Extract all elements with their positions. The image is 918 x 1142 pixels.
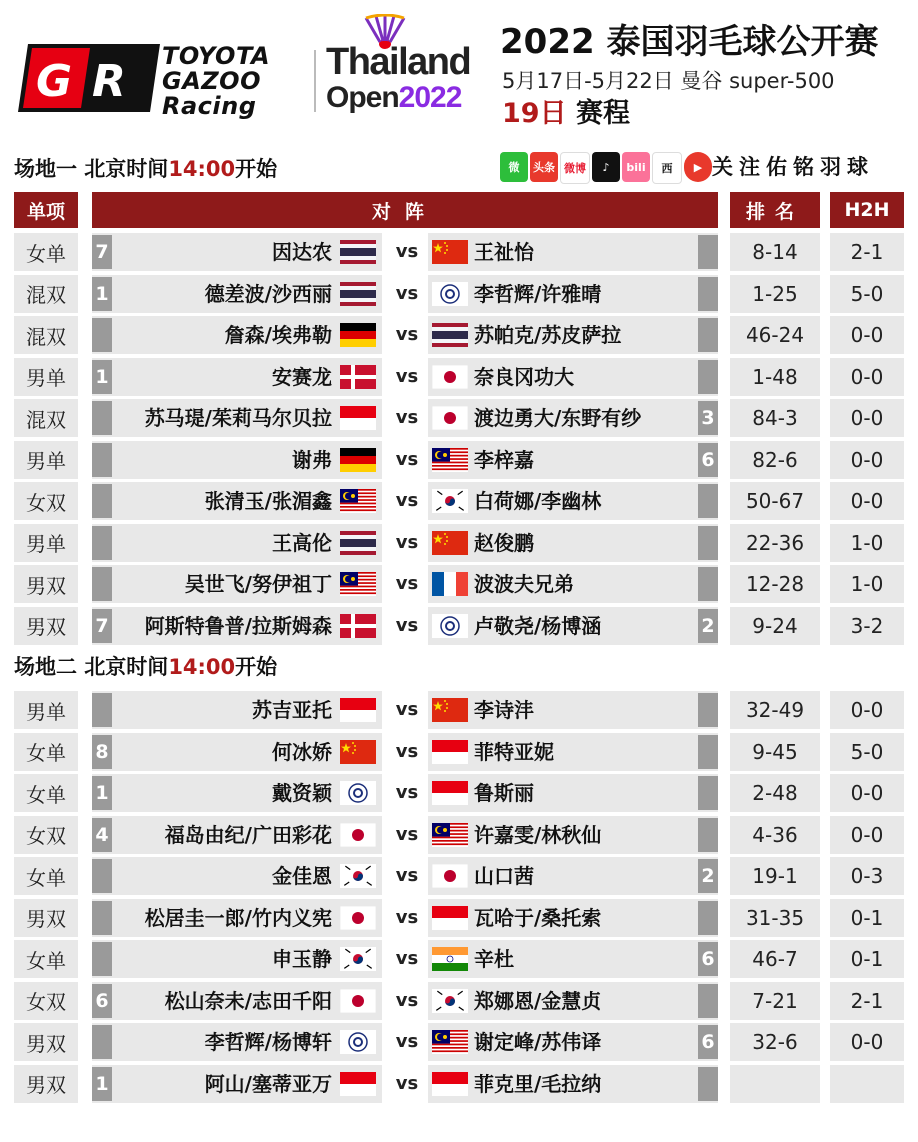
left-player-name: 王高伦 bbox=[272, 530, 332, 555]
right-player-name: 渡边勇大/东野有纱 bbox=[474, 406, 642, 430]
id-flag-icon bbox=[432, 781, 468, 805]
kr-flag-icon bbox=[340, 947, 376, 971]
h2h-cell: 0-0 bbox=[830, 691, 904, 729]
event-type: 女单 bbox=[14, 857, 78, 895]
right-player-cell bbox=[428, 982, 718, 1020]
ranking-cell: 9-45 bbox=[730, 733, 820, 771]
h2h-cell: 2-1 bbox=[830, 233, 904, 271]
right-player-name: 许嘉雯/林秋仙 bbox=[474, 822, 602, 847]
left-player-name: 因达农 bbox=[272, 240, 332, 264]
right-seed-badge: 6 bbox=[698, 443, 718, 477]
match-row bbox=[0, 691, 918, 731]
right-seed-bar bbox=[698, 818, 718, 852]
left-player-name: 苏马瑅/茱莉马尔贝拉 bbox=[144, 406, 332, 430]
right-player-cell bbox=[428, 857, 718, 895]
left-player-cell bbox=[92, 899, 382, 937]
right-seed-bar bbox=[698, 567, 718, 601]
event-type: 混双 bbox=[14, 316, 78, 354]
vs-label: vs bbox=[395, 699, 419, 720]
vs-label: vs bbox=[395, 407, 419, 428]
h2h-cell bbox=[830, 1065, 904, 1103]
match-row bbox=[0, 816, 918, 856]
left-seed-badge: 6 bbox=[92, 984, 112, 1018]
vs-label: vs bbox=[395, 740, 419, 762]
match-row bbox=[0, 857, 918, 897]
left-seed-bar bbox=[92, 901, 112, 935]
day-title bbox=[502, 96, 630, 132]
match-row bbox=[0, 774, 918, 814]
h2h-cell: 0-0 bbox=[830, 316, 904, 354]
right-player-name: 王祉怡 bbox=[474, 240, 534, 264]
tpe-flag-icon bbox=[432, 282, 468, 306]
left-player-name: 张清玉/张湄鑫 bbox=[204, 489, 332, 513]
right-player-name: 瓦哈于/桑托索 bbox=[474, 905, 602, 930]
page-title: 2022 泰国羽毛球公开赛 bbox=[500, 22, 879, 62]
left-player-name: 何冰娇 bbox=[272, 739, 332, 764]
vs-label: vs bbox=[395, 365, 419, 387]
h2h-cell: 0-1 bbox=[830, 899, 904, 937]
event-type: 女单 bbox=[14, 940, 78, 978]
right-player-name: 苏帕克/苏皮萨拉 bbox=[474, 323, 622, 347]
weibo-icon: 微博 bbox=[560, 152, 590, 184]
right-seed-bar bbox=[698, 526, 718, 560]
venue-1-suffix: 开始 bbox=[235, 157, 278, 181]
ranking-cell: 82-6 bbox=[730, 441, 820, 479]
douyin-icon: ♪ bbox=[592, 152, 620, 182]
jp-flag-icon bbox=[340, 823, 376, 847]
brand-line-3: Racing bbox=[162, 92, 257, 120]
id-flag-icon bbox=[340, 698, 376, 722]
venue-2-suffix: 开始 bbox=[235, 655, 278, 679]
right-player-name: 白荷娜/李幽林 bbox=[474, 489, 602, 513]
right-seed-bar bbox=[698, 735, 718, 769]
ranking-cell: 32-6 bbox=[730, 1023, 820, 1061]
left-player-name: 德差波/沙西丽 bbox=[204, 281, 332, 306]
vs-label: vs bbox=[395, 282, 419, 304]
poster-header bbox=[0, 0, 918, 150]
right-seed-badge: 6 bbox=[698, 942, 718, 976]
jp-flag-icon bbox=[432, 365, 468, 389]
toyota-gazoo-racing-logo bbox=[162, 44, 270, 119]
id-flag-icon bbox=[432, 740, 468, 764]
bilibili-icon: bili bbox=[622, 152, 650, 182]
tpe-flag-icon bbox=[340, 1030, 376, 1054]
event-type: 女单 bbox=[14, 774, 78, 812]
right-seed-bar bbox=[698, 693, 718, 727]
vs-label: vs bbox=[395, 865, 419, 886]
page-subtitle: 5月17日-5月22日 曼谷 super-500 bbox=[502, 69, 835, 93]
open-logo-text bbox=[326, 82, 461, 114]
right-seed-badge: 6 bbox=[698, 1025, 718, 1059]
event-type: 女单 bbox=[14, 233, 78, 271]
match-row bbox=[0, 441, 918, 481]
open-word: Open bbox=[326, 81, 399, 114]
cn-flag-icon bbox=[432, 531, 468, 555]
th-flag-icon bbox=[340, 282, 376, 306]
ranking-cell: 9-24 bbox=[730, 607, 820, 645]
vs-label: vs bbox=[395, 906, 419, 928]
jp-flag-icon bbox=[340, 906, 376, 930]
ranking-cell: 19-1 bbox=[730, 857, 820, 895]
right-player-cell bbox=[428, 399, 718, 437]
left-player-cell bbox=[92, 857, 382, 895]
right-seed-bar bbox=[698, 901, 718, 935]
left-player-cell bbox=[92, 358, 382, 396]
id-flag-icon bbox=[340, 406, 376, 430]
vs-label: vs bbox=[395, 1031, 419, 1052]
in-flag-icon bbox=[432, 947, 468, 971]
left-player-cell bbox=[92, 982, 382, 1020]
logo-divider bbox=[314, 50, 316, 112]
match-row bbox=[0, 275, 918, 315]
h2h-cell: 0-0 bbox=[830, 816, 904, 854]
open-year: 2022 bbox=[398, 81, 462, 114]
svg-text:R: R bbox=[92, 56, 126, 107]
left-player-cell bbox=[92, 607, 382, 645]
left-player-cell bbox=[92, 316, 382, 354]
left-player-cell bbox=[92, 565, 382, 603]
left-player-cell bbox=[92, 275, 382, 313]
event-type: 男双 bbox=[14, 565, 78, 603]
th-flag-icon bbox=[432, 323, 468, 347]
right-seed-badge: 3 bbox=[698, 401, 718, 435]
ranking-cell: 50-67 bbox=[730, 482, 820, 520]
tpe-flag-icon bbox=[340, 781, 376, 805]
h2h-cell: 2-1 bbox=[830, 982, 904, 1020]
left-seed-badge: 1 bbox=[92, 277, 112, 311]
vs-label: vs bbox=[395, 324, 419, 345]
cn-flag-icon bbox=[432, 698, 468, 722]
id-flag-icon bbox=[340, 1072, 376, 1096]
social-icons bbox=[500, 152, 712, 184]
tpe-flag-icon bbox=[432, 614, 468, 638]
dk-flag-icon bbox=[340, 365, 376, 389]
right-player-name: 山口茜 bbox=[474, 864, 534, 888]
left-player-cell bbox=[92, 399, 382, 437]
ranking-cell: 7-21 bbox=[730, 982, 820, 1020]
match-row bbox=[0, 399, 918, 439]
ranking-cell: 8-14 bbox=[730, 233, 820, 271]
right-seed-bar bbox=[698, 235, 718, 269]
kr-flag-icon bbox=[340, 864, 376, 888]
left-player-name: 吴世飞/努伊祖丁 bbox=[184, 572, 332, 596]
event-type: 男单 bbox=[14, 441, 78, 479]
right-player-cell bbox=[428, 233, 718, 271]
event-type: 女双 bbox=[14, 982, 78, 1020]
ranking-cell: 1-48 bbox=[730, 358, 820, 396]
h2h-cell: 0-0 bbox=[830, 399, 904, 437]
h2h-cell: 1-0 bbox=[830, 524, 904, 562]
left-seed-badge: 1 bbox=[92, 776, 112, 810]
right-player-name: 鲁斯丽 bbox=[474, 781, 534, 805]
ranking-cell: 31-35 bbox=[730, 899, 820, 937]
left-player-name: 李哲辉/杨博轩 bbox=[204, 1030, 332, 1054]
left-seed-badge: 7 bbox=[92, 609, 112, 643]
h2h-cell: 0-0 bbox=[830, 441, 904, 479]
h2h-cell: 5-0 bbox=[830, 733, 904, 771]
my-flag-icon bbox=[432, 823, 468, 847]
column-header-h2h: H2H bbox=[830, 192, 904, 228]
left-seed-bar bbox=[92, 859, 112, 893]
ranking-cell: 12-28 bbox=[730, 565, 820, 603]
column-header-rank: 排名 bbox=[730, 192, 820, 228]
venue-2-time: 14:00 bbox=[168, 655, 236, 679]
cn-flag-icon bbox=[340, 740, 376, 764]
left-player-name: 安赛龙 bbox=[272, 364, 332, 389]
vs-label: vs bbox=[395, 823, 419, 845]
column-header-match: 对阵 bbox=[92, 192, 718, 228]
de-flag-icon bbox=[340, 448, 376, 472]
left-seed-bar bbox=[92, 401, 112, 435]
toutiao-icon: 头条 bbox=[530, 152, 558, 182]
right-player-name: 菲克里/毛拉纳 bbox=[474, 1071, 602, 1096]
jp-flag-icon bbox=[340, 989, 376, 1013]
match-row bbox=[0, 940, 918, 980]
ranking-cell: 32-49 bbox=[730, 691, 820, 729]
left-player-cell bbox=[92, 441, 382, 479]
ranking-cell: 1-25 bbox=[730, 275, 820, 313]
left-player-cell bbox=[92, 940, 382, 978]
ranking-cell: 2-48 bbox=[730, 774, 820, 812]
right-seed-bar bbox=[698, 984, 718, 1018]
id-flag-icon bbox=[432, 1072, 468, 1096]
left-player-cell bbox=[92, 482, 382, 520]
right-player-name: 李哲辉/许雅晴 bbox=[474, 281, 602, 306]
vs-label: vs bbox=[395, 490, 419, 511]
event-type: 男单 bbox=[14, 691, 78, 729]
ranking-cell: 4-36 bbox=[730, 816, 820, 854]
right-seed-bar bbox=[698, 484, 718, 518]
my-flag-icon bbox=[432, 448, 468, 472]
right-player-cell bbox=[428, 316, 718, 354]
right-player-name: 李梓嘉 bbox=[474, 447, 534, 472]
event-type: 男双 bbox=[14, 1023, 78, 1061]
right-player-cell bbox=[428, 358, 718, 396]
left-seed-badge: 7 bbox=[92, 235, 112, 269]
left-seed-bar bbox=[92, 1025, 112, 1059]
right-player-name: 郑娜恩/金慧贞 bbox=[474, 988, 602, 1013]
right-player-name: 卢敬尧/杨博涵 bbox=[474, 613, 602, 638]
right-seed-bar bbox=[698, 318, 718, 352]
left-player-cell bbox=[92, 774, 382, 812]
right-seed-bar bbox=[698, 360, 718, 394]
left-seed-badge: 4 bbox=[92, 818, 112, 852]
left-seed-bar bbox=[92, 567, 112, 601]
vs-label: vs bbox=[395, 614, 419, 636]
day-suffix: 赛程 bbox=[575, 98, 630, 129]
right-player-cell bbox=[428, 482, 718, 520]
my-flag-icon bbox=[340, 489, 376, 513]
left-player-cell bbox=[92, 691, 382, 729]
event-type: 女单 bbox=[14, 733, 78, 771]
match-row bbox=[0, 482, 918, 522]
left-seed-badge: 1 bbox=[92, 1067, 112, 1101]
event-type: 男双 bbox=[14, 607, 78, 645]
th-flag-icon bbox=[340, 531, 376, 555]
vs-label: vs bbox=[395, 1072, 419, 1094]
brand-line-2: GAZOO bbox=[162, 67, 261, 95]
ranking-cell: 46-7 bbox=[730, 940, 820, 978]
kr-flag-icon bbox=[432, 489, 468, 513]
left-player-cell bbox=[92, 524, 382, 562]
right-player-cell bbox=[428, 1065, 718, 1103]
right-player-name: 李诗沣 bbox=[474, 698, 534, 722]
left-player-cell bbox=[92, 1023, 382, 1061]
ranking-cell: 22-36 bbox=[730, 524, 820, 562]
left-seed-bar bbox=[92, 526, 112, 560]
right-player-name: 谢定峰/苏伟译 bbox=[474, 1030, 602, 1054]
match-row bbox=[0, 733, 918, 773]
right-player-cell bbox=[428, 733, 718, 771]
left-player-name: 谢弗 bbox=[292, 447, 332, 472]
vs-label: vs bbox=[395, 448, 419, 470]
kr-flag-icon bbox=[432, 989, 468, 1013]
h2h-cell: 0-0 bbox=[830, 482, 904, 520]
right-player-cell bbox=[428, 524, 718, 562]
right-player-cell bbox=[428, 816, 718, 854]
cn-flag-icon bbox=[432, 240, 468, 264]
youtube-icon: ▶ bbox=[684, 152, 712, 182]
left-player-name: 福岛由纪/广田彩花 bbox=[164, 822, 332, 847]
right-player-name: 菲特亚妮 bbox=[474, 739, 554, 764]
right-seed-bar bbox=[698, 1067, 718, 1101]
right-seed-badge: 2 bbox=[698, 859, 718, 893]
jp-flag-icon bbox=[432, 406, 468, 430]
right-player-cell bbox=[428, 275, 718, 313]
th-flag-icon bbox=[340, 240, 376, 264]
left-player-name: 松山奈未/志田千阳 bbox=[164, 988, 332, 1013]
right-player-cell bbox=[428, 691, 718, 729]
vs-label: vs bbox=[395, 531, 419, 553]
ranking-cell: 84-3 bbox=[730, 399, 820, 437]
left-player-name: 戴资颖 bbox=[272, 781, 332, 805]
venue-1-time: 14:00 bbox=[168, 157, 236, 181]
xigua-icon: 西 bbox=[652, 152, 682, 184]
my-flag-icon bbox=[432, 1030, 468, 1054]
left-seed-badge: 8 bbox=[92, 735, 112, 769]
left-seed-bar bbox=[92, 318, 112, 352]
jp-flag-icon bbox=[432, 864, 468, 888]
right-seed-badge: 2 bbox=[698, 609, 718, 643]
right-player-cell bbox=[428, 441, 718, 479]
venue-1-heading bbox=[14, 154, 277, 184]
right-player-cell bbox=[428, 774, 718, 812]
match-row bbox=[0, 233, 918, 273]
venue-2-heading bbox=[14, 652, 277, 682]
event-type: 混双 bbox=[14, 399, 78, 437]
brand-line-1: TOYOTA bbox=[162, 42, 271, 70]
match-row bbox=[0, 358, 918, 398]
de-flag-icon bbox=[340, 323, 376, 347]
right-player-cell bbox=[428, 899, 718, 937]
right-player-name: 辛杜 bbox=[474, 947, 514, 971]
right-player-name: 奈良冈功大 bbox=[474, 364, 574, 389]
day-label: 19日 bbox=[502, 98, 567, 129]
left-seed-bar bbox=[92, 942, 112, 976]
right-player-cell bbox=[428, 565, 718, 603]
right-seed-bar bbox=[698, 776, 718, 810]
left-player-name: 苏吉亚托 bbox=[252, 698, 332, 722]
left-player-cell bbox=[92, 1065, 382, 1103]
event-type: 女双 bbox=[14, 482, 78, 520]
match-row bbox=[0, 565, 918, 605]
h2h-cell: 0-0 bbox=[830, 358, 904, 396]
my-flag-icon bbox=[340, 572, 376, 596]
right-player-cell bbox=[428, 607, 718, 645]
svg-text:G: G bbox=[36, 56, 73, 107]
vs-label: vs bbox=[395, 948, 419, 969]
vs-label: vs bbox=[395, 989, 419, 1011]
event-type: 混双 bbox=[14, 275, 78, 313]
match-row bbox=[0, 1065, 918, 1105]
left-player-name: 金佳恩 bbox=[272, 864, 332, 888]
match-row bbox=[0, 607, 918, 647]
left-seed-bar bbox=[92, 693, 112, 727]
event-type: 男单 bbox=[14, 358, 78, 396]
ranking-cell: 46-24 bbox=[730, 316, 820, 354]
left-player-name: 阿斯特鲁普/拉斯姆森 bbox=[144, 613, 332, 638]
left-player-cell bbox=[92, 733, 382, 771]
vs-label: vs bbox=[395, 573, 419, 594]
left-player-name: 詹森/埃弗勒 bbox=[224, 323, 332, 347]
fr-flag-icon bbox=[432, 572, 468, 596]
h2h-cell: 0-0 bbox=[830, 774, 904, 812]
left-player-cell bbox=[92, 816, 382, 854]
h2h-cell: 0-0 bbox=[830, 1023, 904, 1061]
follow-text: 关注佑铭羽球 bbox=[712, 155, 874, 179]
left-seed-bar bbox=[92, 484, 112, 518]
h2h-cell: 1-0 bbox=[830, 565, 904, 603]
event-type: 男单 bbox=[14, 524, 78, 562]
right-player-name: 波波夫兄弟 bbox=[474, 572, 574, 596]
gr-logo bbox=[18, 44, 160, 112]
match-row bbox=[0, 1023, 918, 1063]
column-header-event: 单项 bbox=[14, 192, 78, 228]
left-seed-bar bbox=[92, 443, 112, 477]
match-row bbox=[0, 524, 918, 564]
match-row bbox=[0, 982, 918, 1022]
thailand-logo-text: Thailand bbox=[326, 41, 471, 83]
right-player-name: 赵俊鹏 bbox=[474, 530, 534, 555]
vs-label: vs bbox=[395, 241, 419, 262]
event-type: 男双 bbox=[14, 1065, 78, 1103]
venue-2-name: 场地二 北京时间 bbox=[14, 655, 169, 679]
h2h-cell: 3-2 bbox=[830, 607, 904, 645]
event-type: 男双 bbox=[14, 899, 78, 937]
wechat-icon: 微 bbox=[500, 152, 528, 182]
h2h-cell: 0-3 bbox=[830, 857, 904, 895]
vs-label: vs bbox=[395, 782, 419, 803]
venue-1-name: 场地一 北京时间 bbox=[14, 157, 169, 181]
left-player-name: 松居圭一郎/竹内义宪 bbox=[144, 905, 332, 930]
h2h-cell: 5-0 bbox=[830, 275, 904, 313]
event-type: 女双 bbox=[14, 816, 78, 854]
ranking-cell bbox=[730, 1065, 820, 1103]
right-seed-bar bbox=[698, 277, 718, 311]
match-row bbox=[0, 899, 918, 939]
right-player-cell bbox=[428, 940, 718, 978]
left-player-cell bbox=[92, 233, 382, 271]
h2h-cell: 0-1 bbox=[830, 940, 904, 978]
left-player-name: 申玉静 bbox=[272, 947, 332, 971]
left-seed-badge: 1 bbox=[92, 360, 112, 394]
match-row bbox=[0, 316, 918, 356]
right-player-cell bbox=[428, 1023, 718, 1061]
dk-flag-icon bbox=[340, 614, 376, 638]
left-player-name: 阿山/塞蒂亚万 bbox=[204, 1071, 332, 1096]
id-flag-icon bbox=[432, 906, 468, 930]
